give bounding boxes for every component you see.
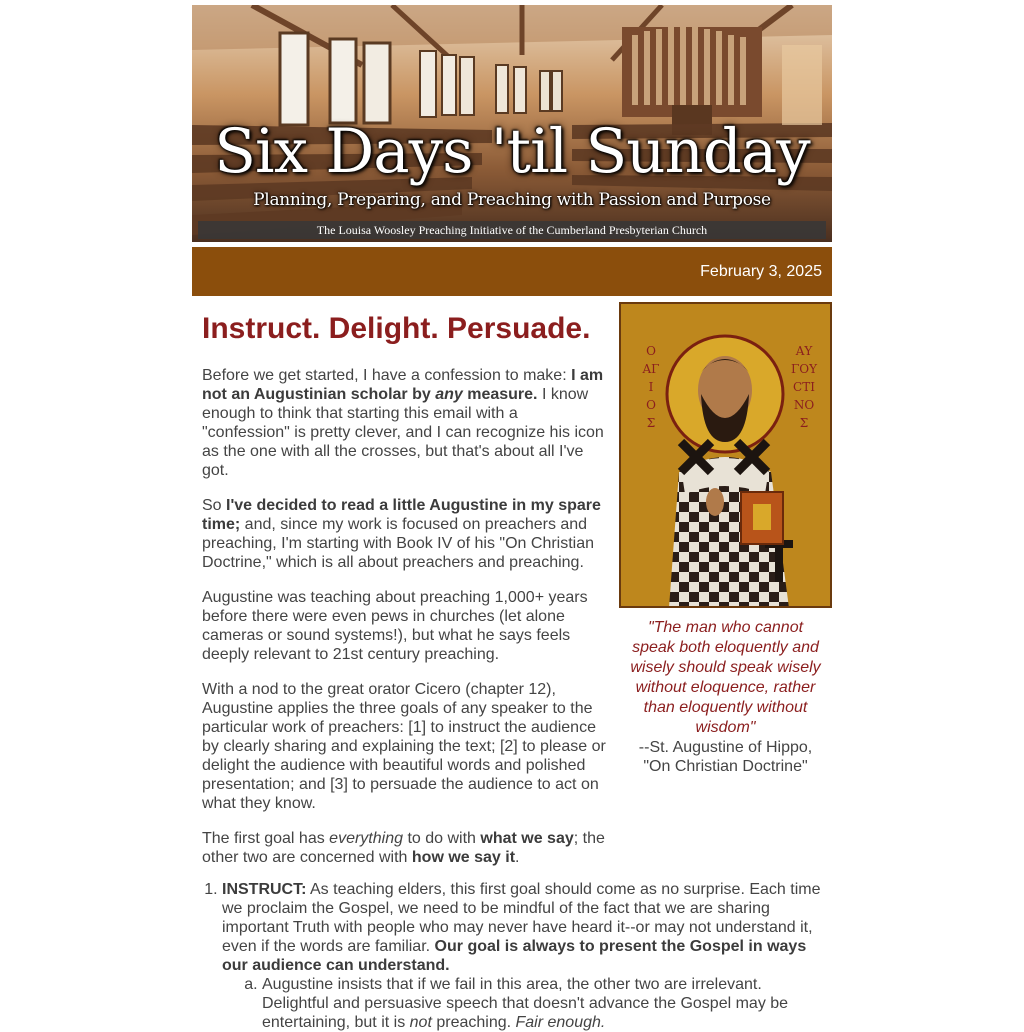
newsletter-banner [192,5,832,242]
banner-title: Six Days 'til Sunday [214,116,810,187]
icon-inscription-left: Ο ΑΓ Ι Ο Σ [642,344,660,430]
icon-caption [619,618,832,776]
sublist-item-a: a. Augustine insists that if we fail in this area, the other two are irrelevant. Delightful and persuasive speech that doesn't advance the Gospel may be entertaining, but it is not preaching. Fair enough. [262,975,822,1032]
newsletter-email [192,5,832,1031]
main-content [192,296,832,866]
date-bar [192,247,832,296]
sublist-instruct [222,975,822,1032]
sidebar [619,302,832,776]
augustine-quote: "The man who cannot speak both eloquently and wisely should speak wisely without eloquence, rather than eloquently without wisdom" [630,619,821,736]
article-column [202,306,610,867]
quote-attribution-name: --St. Augustine of Hippo, [638,739,813,756]
paragraph-reading-plan: So I've decided to read a little Augustine in my spare time; and, since my work is focused on preachers and preaching, I'm starting with Book IV of his "On Christian Doctrine," which is all about preachers and preaching. [202,497,601,571]
paragraph-history: Augustine was teaching about preaching 1,000+ years before there were even pews in churches (let alone cameras or sound systems!), but what he says feels deeply relevant to 21st century preaching. [202,589,588,663]
icon-inscription-right: ΑΥ ΓΟΥ CΤΙ ΝΟ Σ [790,344,818,430]
paragraph-what-how: The first goal has everything to do with what we say; the other two are concerned with how we say it. [202,830,605,866]
article-headline: Instruct. Delight. Persuade. [202,312,591,345]
banner-subtitle: Planning, Preparing, and Preaching with Passion and Purpose [253,190,771,210]
banner-strip: The Louisa Woosley Preaching Initiative of the Cumberland Presbyterian Church [198,221,826,239]
issue-date: February 3, 2025 [700,263,822,280]
paragraph-three-goals: With a nod to the great orator Cicero (chapter 12), Augustine applies the three goals of any speaker to the particular work of preachers: [1] to instruct the audience by clearly sharing and explaining the text; [2] to please or delight the audience with beautiful words and polished presentation; and [3] to persuade the audience to act on what they know. [202,681,606,812]
goals-list [202,880,822,1032]
goals-list-section [202,880,822,1032]
list-item-instruct: 1. INSTRUCT: As teaching elders, this first goal should come as no surprise. Each time we proclaim the Gospel, we need to be mindful of the fact that we are sharing important Truth with people who may never have heard it--or may not understand it, even if the words are familiar. Our goal is always to present the Gospel in ways our audience can understand. a. Augustine insists that if we fail in this area, the other two are irrelevant. Delightful and persuasive speech that doesn't advance the Gospel may be entertaining, but it is not preaching. Fair enough. [222,880,822,1032]
quote-attribution-source: "On Christian Doctrine" [643,758,808,775]
paragraph-confession: Before we get started, I have a confession to make: I am not an Augustinian scholar by any measure. I know enough to think that starting this email with a "confession" is pretty clever, and I can recognize his icon as the one with all the crosses, but that's about all I've got. [202,367,604,479]
augustine-icon-image [619,302,832,608]
